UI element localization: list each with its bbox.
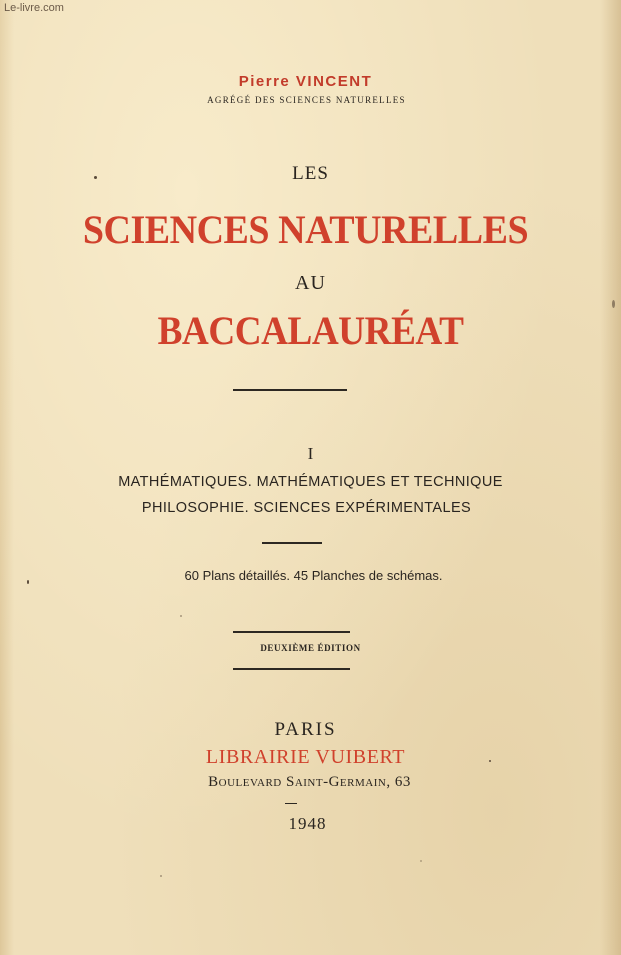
paper-speck: [489, 760, 491, 762]
edition-rule-bottom: [233, 668, 350, 670]
author-name: Pierre VINCENT: [238, 73, 373, 90]
volume-number: I: [307, 444, 314, 463]
divider-rule: [262, 542, 322, 544]
imprint-address: Boulevard Saint-Germain, 63: [208, 774, 411, 790]
title-line-1: SCIENCES NATURELLES: [82, 207, 529, 252]
paper-speck: [27, 580, 29, 584]
volume-sections-line-2: PHILOSOPHIE. SCIENCES EXPÉRIMENTALES: [141, 500, 472, 516]
title-line-2: BACCALAURÉAT: [157, 308, 464, 353]
paper-speck: [160, 875, 162, 877]
volume-sections-line-1: MATHÉMATIQUES. MATHÉMATIQUES ET TECHNIQUE: [118, 474, 503, 490]
imprint-city: PARIS: [274, 719, 337, 740]
edition-rule-top: [233, 631, 350, 633]
author-credential: AGRÉGÉ DES SCIENCES NATURELLES: [207, 95, 406, 105]
title-pre: LES: [292, 163, 329, 184]
paper-speck: [180, 615, 182, 617]
contents-note: 60 Plans détaillés. 45 Planches de schémas.: [184, 568, 443, 583]
edition-label: DEUXIÈME ÉDITION: [260, 643, 361, 653]
year-rule: [285, 803, 297, 804]
watermark: Le-livre.com: [4, 2, 64, 14]
paper-speck: [94, 176, 97, 179]
paper-speck: [612, 300, 615, 308]
paper-speck: [420, 860, 422, 862]
imprint-year: 1948: [288, 814, 327, 833]
divider-rule: [233, 389, 347, 391]
imprint-publisher: LIBRAIRIE VUIBERT: [205, 746, 406, 768]
title-connector: AU: [295, 272, 326, 294]
